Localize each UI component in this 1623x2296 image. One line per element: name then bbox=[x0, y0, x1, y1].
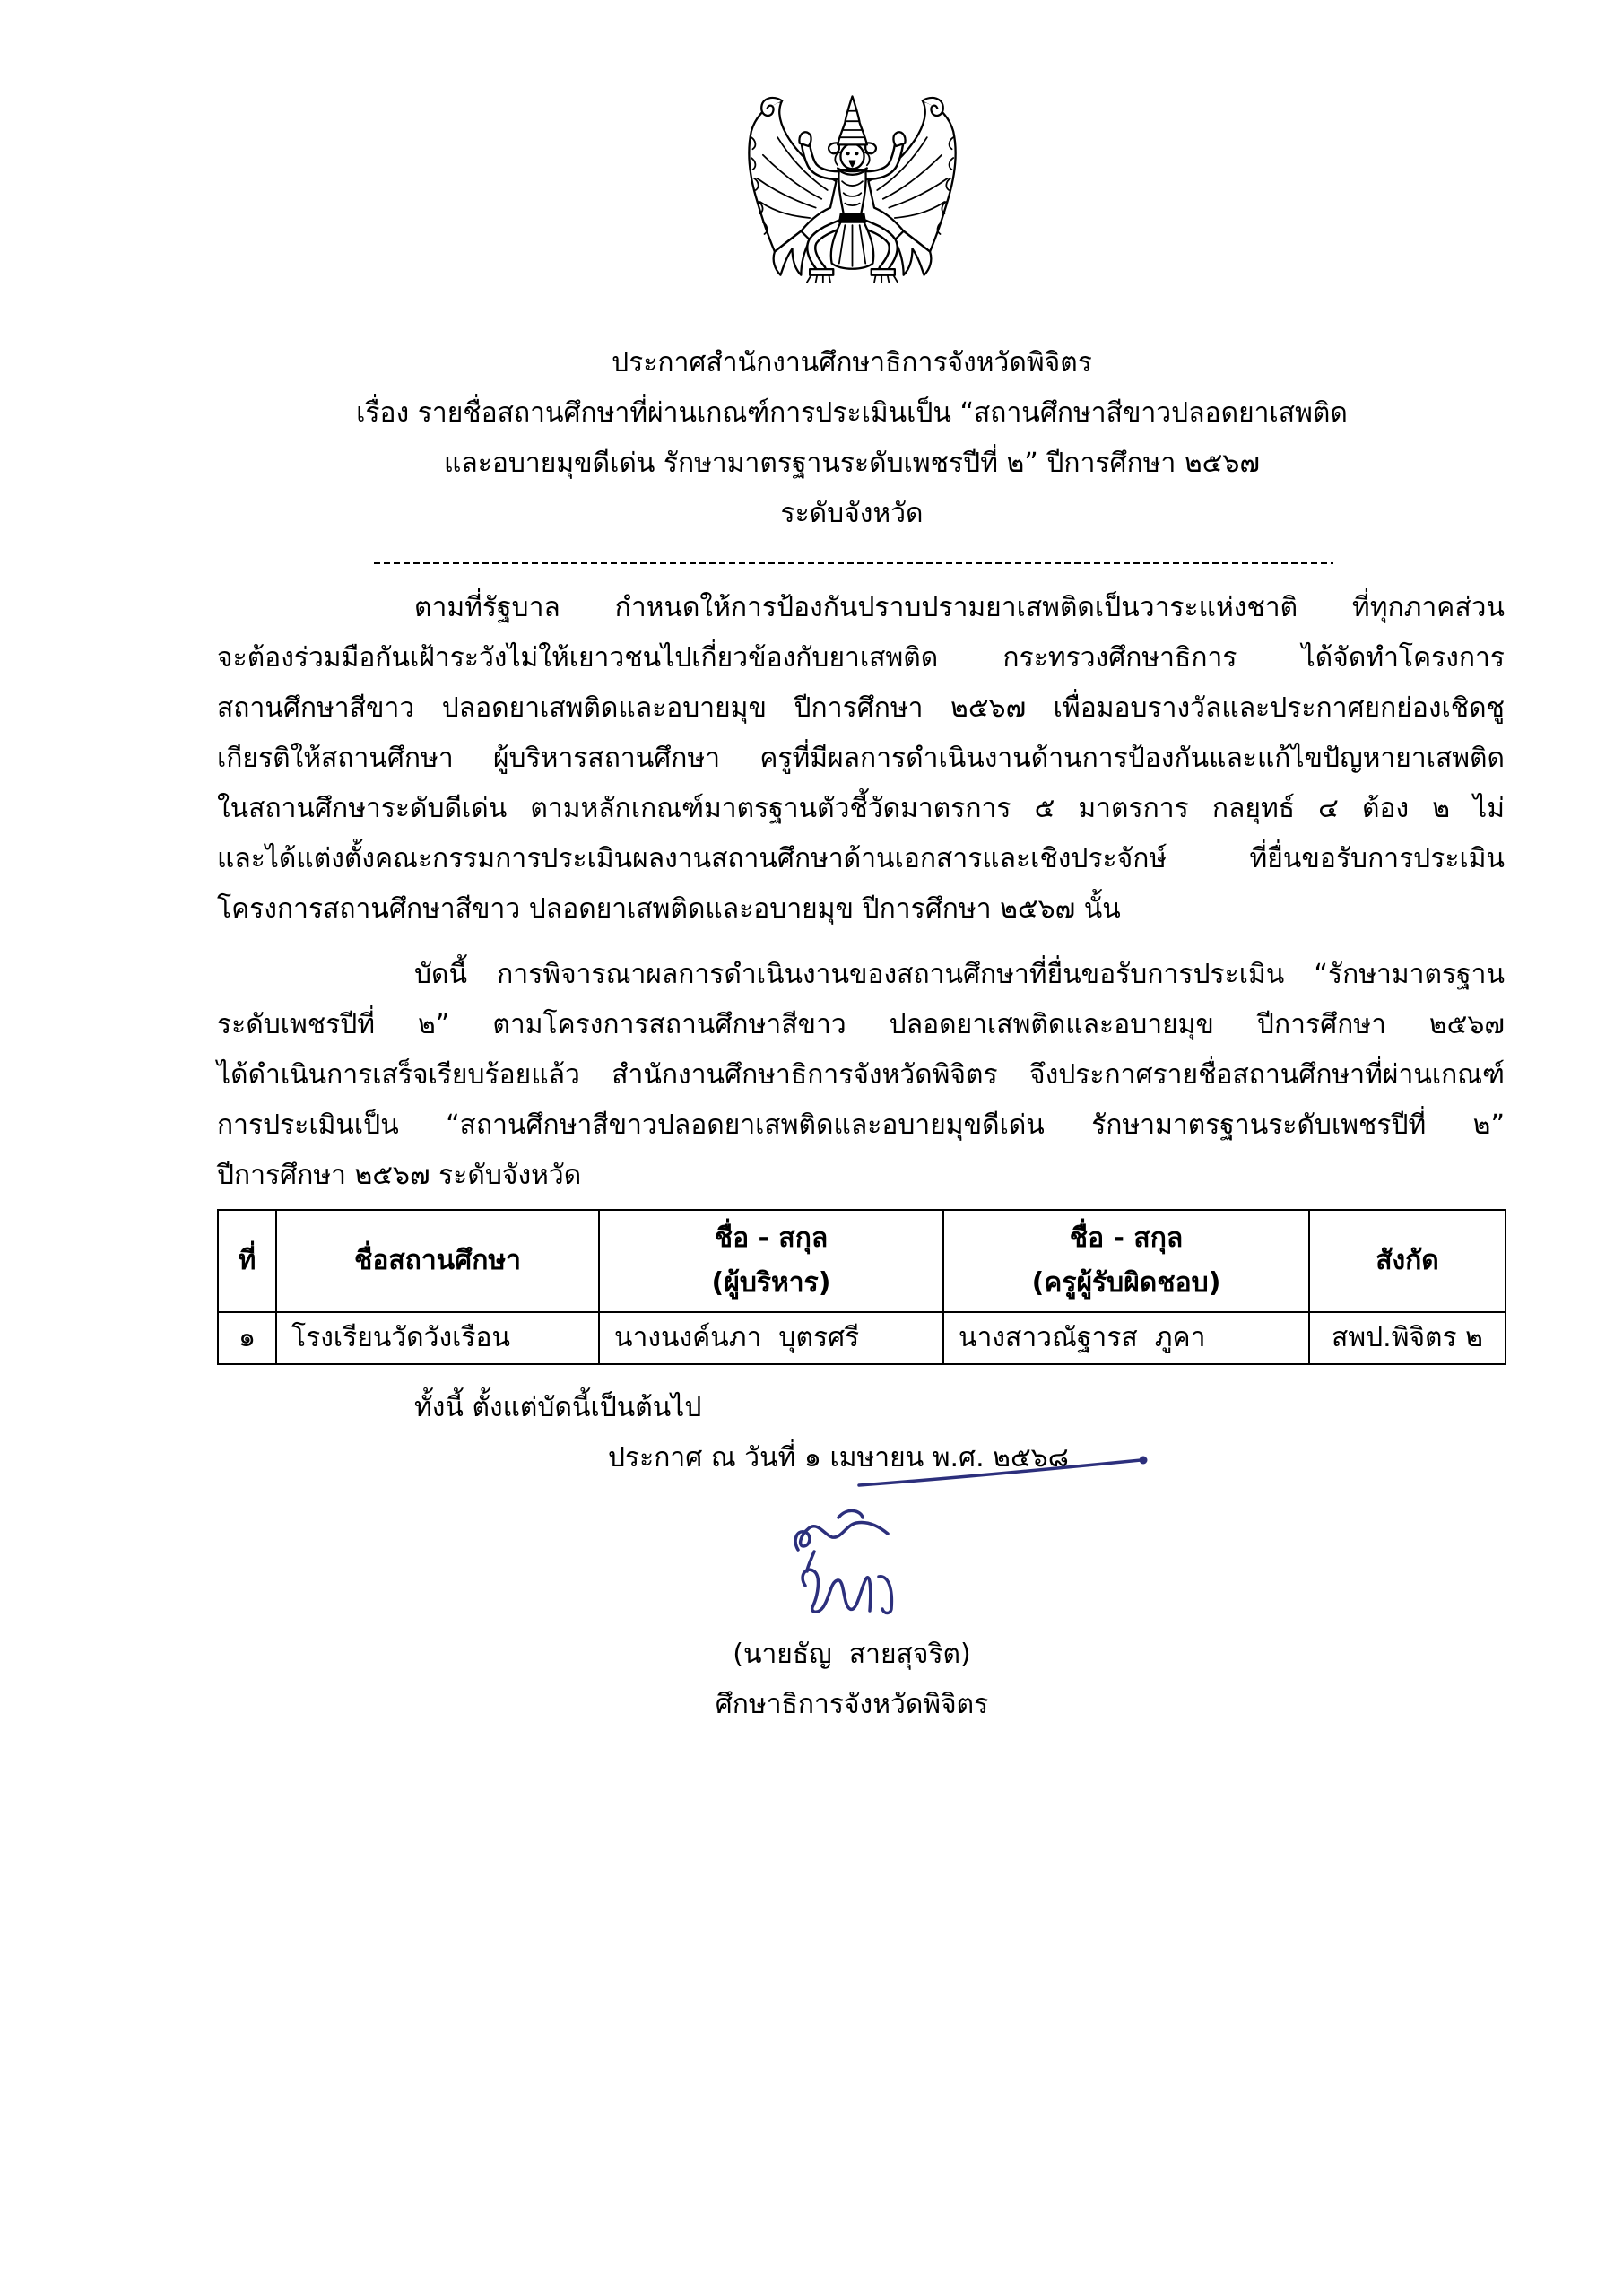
header-label: ที่ bbox=[238, 1245, 256, 1276]
header-label: ชื่อสถานศึกษา bbox=[353, 1245, 522, 1276]
paragraph-line: บัดนี้ การพิจารณาผลการดำเนินงานของสถานศึกษาที่ยื่นขอรับการประเมิน “รักษามาตรฐาน bbox=[414, 959, 1505, 990]
cell-no: ๑ bbox=[218, 1312, 276, 1364]
paragraph-line: ปีการศึกษา ๒๕๖๗ ระดับจังหวัด bbox=[217, 1160, 582, 1191]
subject-line: และอบายมุขดีเด่น รักษามาตรฐานระดับเพชรปีที่ ๒” ปีการศึกษา ๒๕๖๗ bbox=[444, 448, 1260, 479]
paragraph-line: ระดับเพชรปีที่ ๒” ตามโครงการสถานศึกษาสีขาว ปลอดยาเสพติดและอบายมุข ปีการศึกษา ๒๕๖๗ bbox=[217, 1009, 1505, 1040]
paragraph-line: การประเมินเป็น “สถานศึกษาสีขาวปลอดยาเสพติดและอบายมุขดีเด่น รักษามาตรฐานระดับเพชรปีที่ ๒” bbox=[217, 1109, 1505, 1141]
announcement-date: ประกาศ ณ วันที่ ๑ เมษายน พ.ศ. ๒๕๖๘ bbox=[608, 1442, 1069, 1474]
paragraph-line: โครงการสถานศึกษาสีขาว ปลอดยาเสพติดและอบายมุข ปีการศึกษา ๒๕๖๗ นั้น bbox=[217, 893, 1121, 925]
header-label: ชื่อ - สกุล bbox=[714, 1222, 829, 1254]
paragraph-announcement bbox=[217, 950, 1505, 1201]
separator bbox=[217, 539, 1505, 583]
header-label: ชื่อ - สกุล bbox=[1069, 1222, 1184, 1254]
header-label: สังกัด bbox=[1376, 1245, 1439, 1276]
results-table bbox=[217, 1209, 1506, 1365]
paragraph-line: ในสถานศึกษาระดับดีเด่น ตามหลักเกณฑ์มาตรฐานตัวชี้วัดมาตรการ ๕ มาตรการ กลยุทธ์ ๔ ต้อง ๒ ไม่ bbox=[217, 793, 1505, 824]
paragraph-line: จะต้องร่วมมือกันเฝ้าระวังไม่ให้เยาวชนไปเกี่ยวข้องกับยาเสพติด กระทรวงศึกษาธิการ ได้จัดทำโครงการ bbox=[217, 642, 1505, 674]
table-header-row bbox=[218, 1210, 1506, 1312]
signatory-position: ศึกษาธิการจังหวัดพิจิตร bbox=[715, 1689, 989, 1720]
cell-school: โรงเรียนวัดวังเรือน bbox=[276, 1312, 599, 1364]
column-header-teacher bbox=[943, 1210, 1309, 1312]
cell-teacher: นางสาวณัฐารส ภูคา bbox=[943, 1312, 1309, 1364]
effective-statement: ทั้งนี้ ตั้งแต่บัดนี้เป็นต้นไป bbox=[414, 1392, 702, 1423]
paragraph-line: สถานศึกษาสีขาว ปลอดยาเสพติดและอบายมุข ปีการศึกษา ๒๕๖๗ เพื่อมอบรางวัลและประกาศยกย่องเชิดชู bbox=[217, 692, 1505, 724]
document-body bbox=[217, 338, 1505, 1730]
signatory-name: (นายธัญ สายสุจริต) bbox=[733, 1639, 971, 1670]
table-row bbox=[218, 1312, 1506, 1364]
column-header-school bbox=[276, 1210, 599, 1312]
announcement-header bbox=[217, 338, 1505, 539]
paragraph-background bbox=[217, 583, 1505, 935]
subject-line: เรื่อง รายชื่อสถานศึกษาที่ผ่านเกณฑ์การประเมินเป็น “สถานศึกษาสีขาวปลอดยาเสพติด bbox=[356, 397, 1348, 429]
paragraph-line: ตามที่รัฐบาล กำหนดให้การป้องกันปราบปรามยาเสพติดเป็นวาระแห่งชาติ ที่ทุกภาคส่วน bbox=[414, 592, 1505, 623]
subject-line: ระดับจังหวัด bbox=[780, 498, 924, 529]
paragraph-line: เกียรติให้สถานศึกษา ผู้บริหารสถานศึกษา ครูที่มีผลการดำเนินงานด้านการป้องกันและแก้ไขปัญหายาเสพติด bbox=[217, 743, 1505, 774]
garuda-emblem bbox=[742, 93, 962, 299]
column-header-administrator bbox=[599, 1210, 943, 1312]
cell-affiliation: สพป.พิจิตร ๒ bbox=[1309, 1312, 1506, 1364]
separator-line bbox=[374, 562, 1333, 564]
signature-space bbox=[217, 1483, 1505, 1630]
header-sublabel: (ผู้บริหาร) bbox=[711, 1267, 831, 1299]
announcement-title: ประกาศสำนักงานศึกษาธิการจังหวัดพิจิตร bbox=[612, 347, 1092, 378]
cell-administrator: นางนงค์นภา บุตรศรี bbox=[599, 1312, 943, 1364]
column-header-no bbox=[218, 1210, 276, 1312]
header-sublabel: (ครูผู้รับผิดชอบ) bbox=[1031, 1267, 1221, 1299]
column-header-affiliation bbox=[1309, 1210, 1506, 1312]
paragraph-line: และได้แต่งตั้งคณะกรรมการประเมินผลงานสถานศึกษาด้านเอกสารและเชิงประจักษ์ ที่ยื่นขอรับการประเมิน bbox=[217, 843, 1505, 874]
paragraph-line: ได้ดำเนินการเสร็จเรียบร้อยแล้ว สำนักงานศึกษาธิการจังหวัดพิจิตร จึงประกาศรายชื่อสถานศึกษาที่ผ่านเกณฑ์ bbox=[217, 1059, 1505, 1091]
